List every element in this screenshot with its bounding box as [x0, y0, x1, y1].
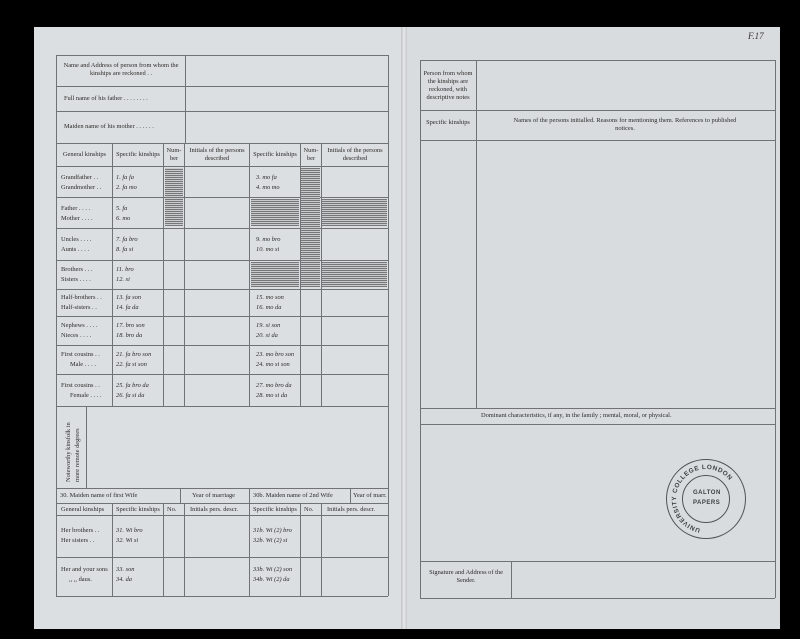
general-kinship: Half-brothers . . — [61, 294, 102, 301]
general-kinship: First cousins . . — [61, 382, 100, 389]
specific-kinship: 32. Wi si — [116, 537, 139, 544]
specific-kinship-2: 23. mo bro son — [256, 351, 295, 358]
year-marr-label: Year of marr. — [353, 492, 387, 499]
specific-kinship: 11. bro — [116, 266, 134, 273]
specific-kinship: 6. mo — [116, 215, 131, 222]
specific-kinship: 33. son — [116, 566, 135, 573]
specific-kinship: 31. Wi bro — [116, 527, 143, 534]
specific-kinship: 26. fa si da — [116, 392, 145, 399]
specific-kinship-2: 28. mo si da — [256, 392, 288, 399]
specific-kinship-2: 3. mo fa — [256, 174, 277, 181]
dominant-characteristics-label: Dominant characteristics, if any, in the family ; mental, moral, or physical. — [481, 412, 672, 419]
wife-header-specific: Specific kinships — [116, 506, 160, 513]
wife-header-initials-2: Initials pers. descr. — [327, 506, 375, 513]
general-kinship: Sisters . . . . — [61, 276, 91, 283]
specific-kinship: 21. fa bro son — [116, 351, 152, 358]
ucl-galton-stamp — [666, 459, 746, 539]
specific-kinships-label: Specific kinships — [426, 119, 470, 126]
hatched-cell — [251, 262, 299, 287]
hatched-cell — [322, 262, 387, 287]
specific-kinship-2: 9. mo bro — [256, 236, 281, 243]
specific-kinship-2: 4. mo mo — [256, 184, 280, 191]
stamp-line-2: PAPERS — [693, 500, 721, 506]
year-marriage-label: Year of marriage — [192, 492, 236, 499]
stamp-line-1: GALTON — [693, 490, 721, 496]
general-kinship: Nieces . . . . — [61, 332, 92, 339]
general-kinship: Her brothers . . — [61, 527, 100, 534]
svg-text:UNIVERSITY COLLEGE LONDON — [671, 464, 734, 533]
second-wife-label: 30b. Maiden name of 2nd Wife — [253, 492, 333, 499]
specific-kinship-2: 16. mo da — [256, 304, 282, 311]
header-specific-2: Specific kinships — [253, 151, 297, 158]
noteworthy-kinsfolk-label: Noteworthy kinsfolk in more remote degrees — [65, 422, 81, 482]
general-kinship: Male . . . . — [70, 361, 96, 368]
general-kinship: Her and your sons — [61, 566, 108, 573]
hatched-cell — [322, 199, 387, 226]
general-kinship: Female . . . . — [70, 392, 102, 399]
father-name-label: Full name of his father . . . . . . . . — [64, 95, 148, 102]
general-kinship: Nephews . . . . — [61, 322, 98, 329]
page-fold — [401, 27, 407, 629]
specific-kinship: 14. fa da — [116, 304, 139, 311]
specific-kinship-2: 34b. Wi (2) da — [253, 576, 290, 583]
person-reckoned-label: Name and Address of person from whom the kinships are reckoned . . — [63, 62, 179, 77]
mother-name-label: Maiden name of his mother . . . . . . — [64, 123, 154, 130]
specific-kinship: 12. si — [116, 276, 130, 283]
person-from-label: Person from whom the kinships are reckoned, with descriptive notes — [423, 70, 473, 101]
specific-kinship-2: 24. mo si son — [256, 361, 290, 368]
specific-kinship: 22. fa si son — [116, 361, 147, 368]
specific-kinship-2: 19. si son — [256, 322, 281, 329]
specific-kinship: 18. bro da — [116, 332, 143, 339]
hatched-cell — [165, 168, 183, 226]
specific-kinship-2: 15. mo son — [256, 294, 284, 301]
general-kinship: Grandfather . . — [61, 174, 99, 181]
general-kinship: Father . . . . — [61, 205, 91, 212]
header-specific: Specific kinships — [116, 151, 160, 158]
wife-header-no: No. — [167, 506, 177, 513]
specific-kinship: 1. fa fa — [116, 174, 134, 181]
specific-kinship-2: 33b. Wi (2) son — [253, 566, 293, 573]
specific-kinship: 5. fa — [116, 205, 128, 212]
general-kinship: Grandmother . . — [61, 184, 102, 191]
specific-kinship: 7. fa bro — [116, 236, 138, 243]
general-kinship: Aunts . . . . — [61, 246, 90, 253]
specific-kinship: 17. bro son — [116, 322, 145, 329]
general-kinship: Half-sisters . . — [61, 304, 97, 311]
wife-header-specific-2: Specific kinships — [253, 506, 297, 513]
general-kinship: First cousins . . — [61, 351, 100, 358]
hatched-cell — [301, 168, 320, 287]
names-header-label: Names of the persons initialled. Reasons for mentioning them. References to published notices. — [513, 117, 737, 132]
header-initials-2: Initials of the persons described — [327, 147, 383, 162]
wife-header-general: General kinships — [61, 506, 105, 513]
general-kinship: Uncles . . . . — [61, 236, 92, 243]
header-initials: Initials of the persons described — [189, 147, 245, 162]
specific-kinship-2: 20. si da — [256, 332, 278, 339]
general-kinship: Brothers . . . — [61, 266, 93, 273]
wife-header-initials: Initials pers. descr. — [190, 506, 238, 513]
specific-kinship-2: 31b. Wi (2) bro — [253, 527, 292, 534]
specific-kinship-2: 27. mo bro da — [256, 382, 292, 389]
wife-header-no-2: No. — [304, 506, 314, 513]
general-kinship: Her sisters . . — [61, 537, 95, 544]
specific-kinship-2: 10. mo si — [256, 246, 280, 253]
hatched-cell — [251, 199, 299, 226]
folio-number: F.17 — [748, 31, 764, 41]
specific-kinship: 25. fa bro da — [116, 382, 149, 389]
specific-kinship: 13. fa son — [116, 294, 142, 301]
stamp-ring-text — [667, 460, 745, 538]
specific-kinship: 8. fa si — [116, 246, 134, 253]
general-kinship: ,, ,, daus. — [69, 576, 92, 583]
stamp-outer-text: UNIVERSITY COLLEGE LONDON — [671, 463, 734, 534]
general-kinship: Mother . . . . — [61, 215, 93, 222]
first-wife-label: 30. Maiden name of first Wife — [60, 492, 138, 499]
signature-label: Signature and Address of the Sender. — [429, 569, 503, 584]
specific-kinship: 2. fa mo — [116, 184, 137, 191]
specific-kinship-2: 32b. Wi (2) si — [253, 537, 288, 544]
specific-kinship: 34. da — [116, 576, 132, 583]
header-general: General kinships — [62, 151, 107, 158]
header-number: Num-ber — [166, 147, 182, 162]
header-number-2: Num-ber — [303, 147, 319, 162]
